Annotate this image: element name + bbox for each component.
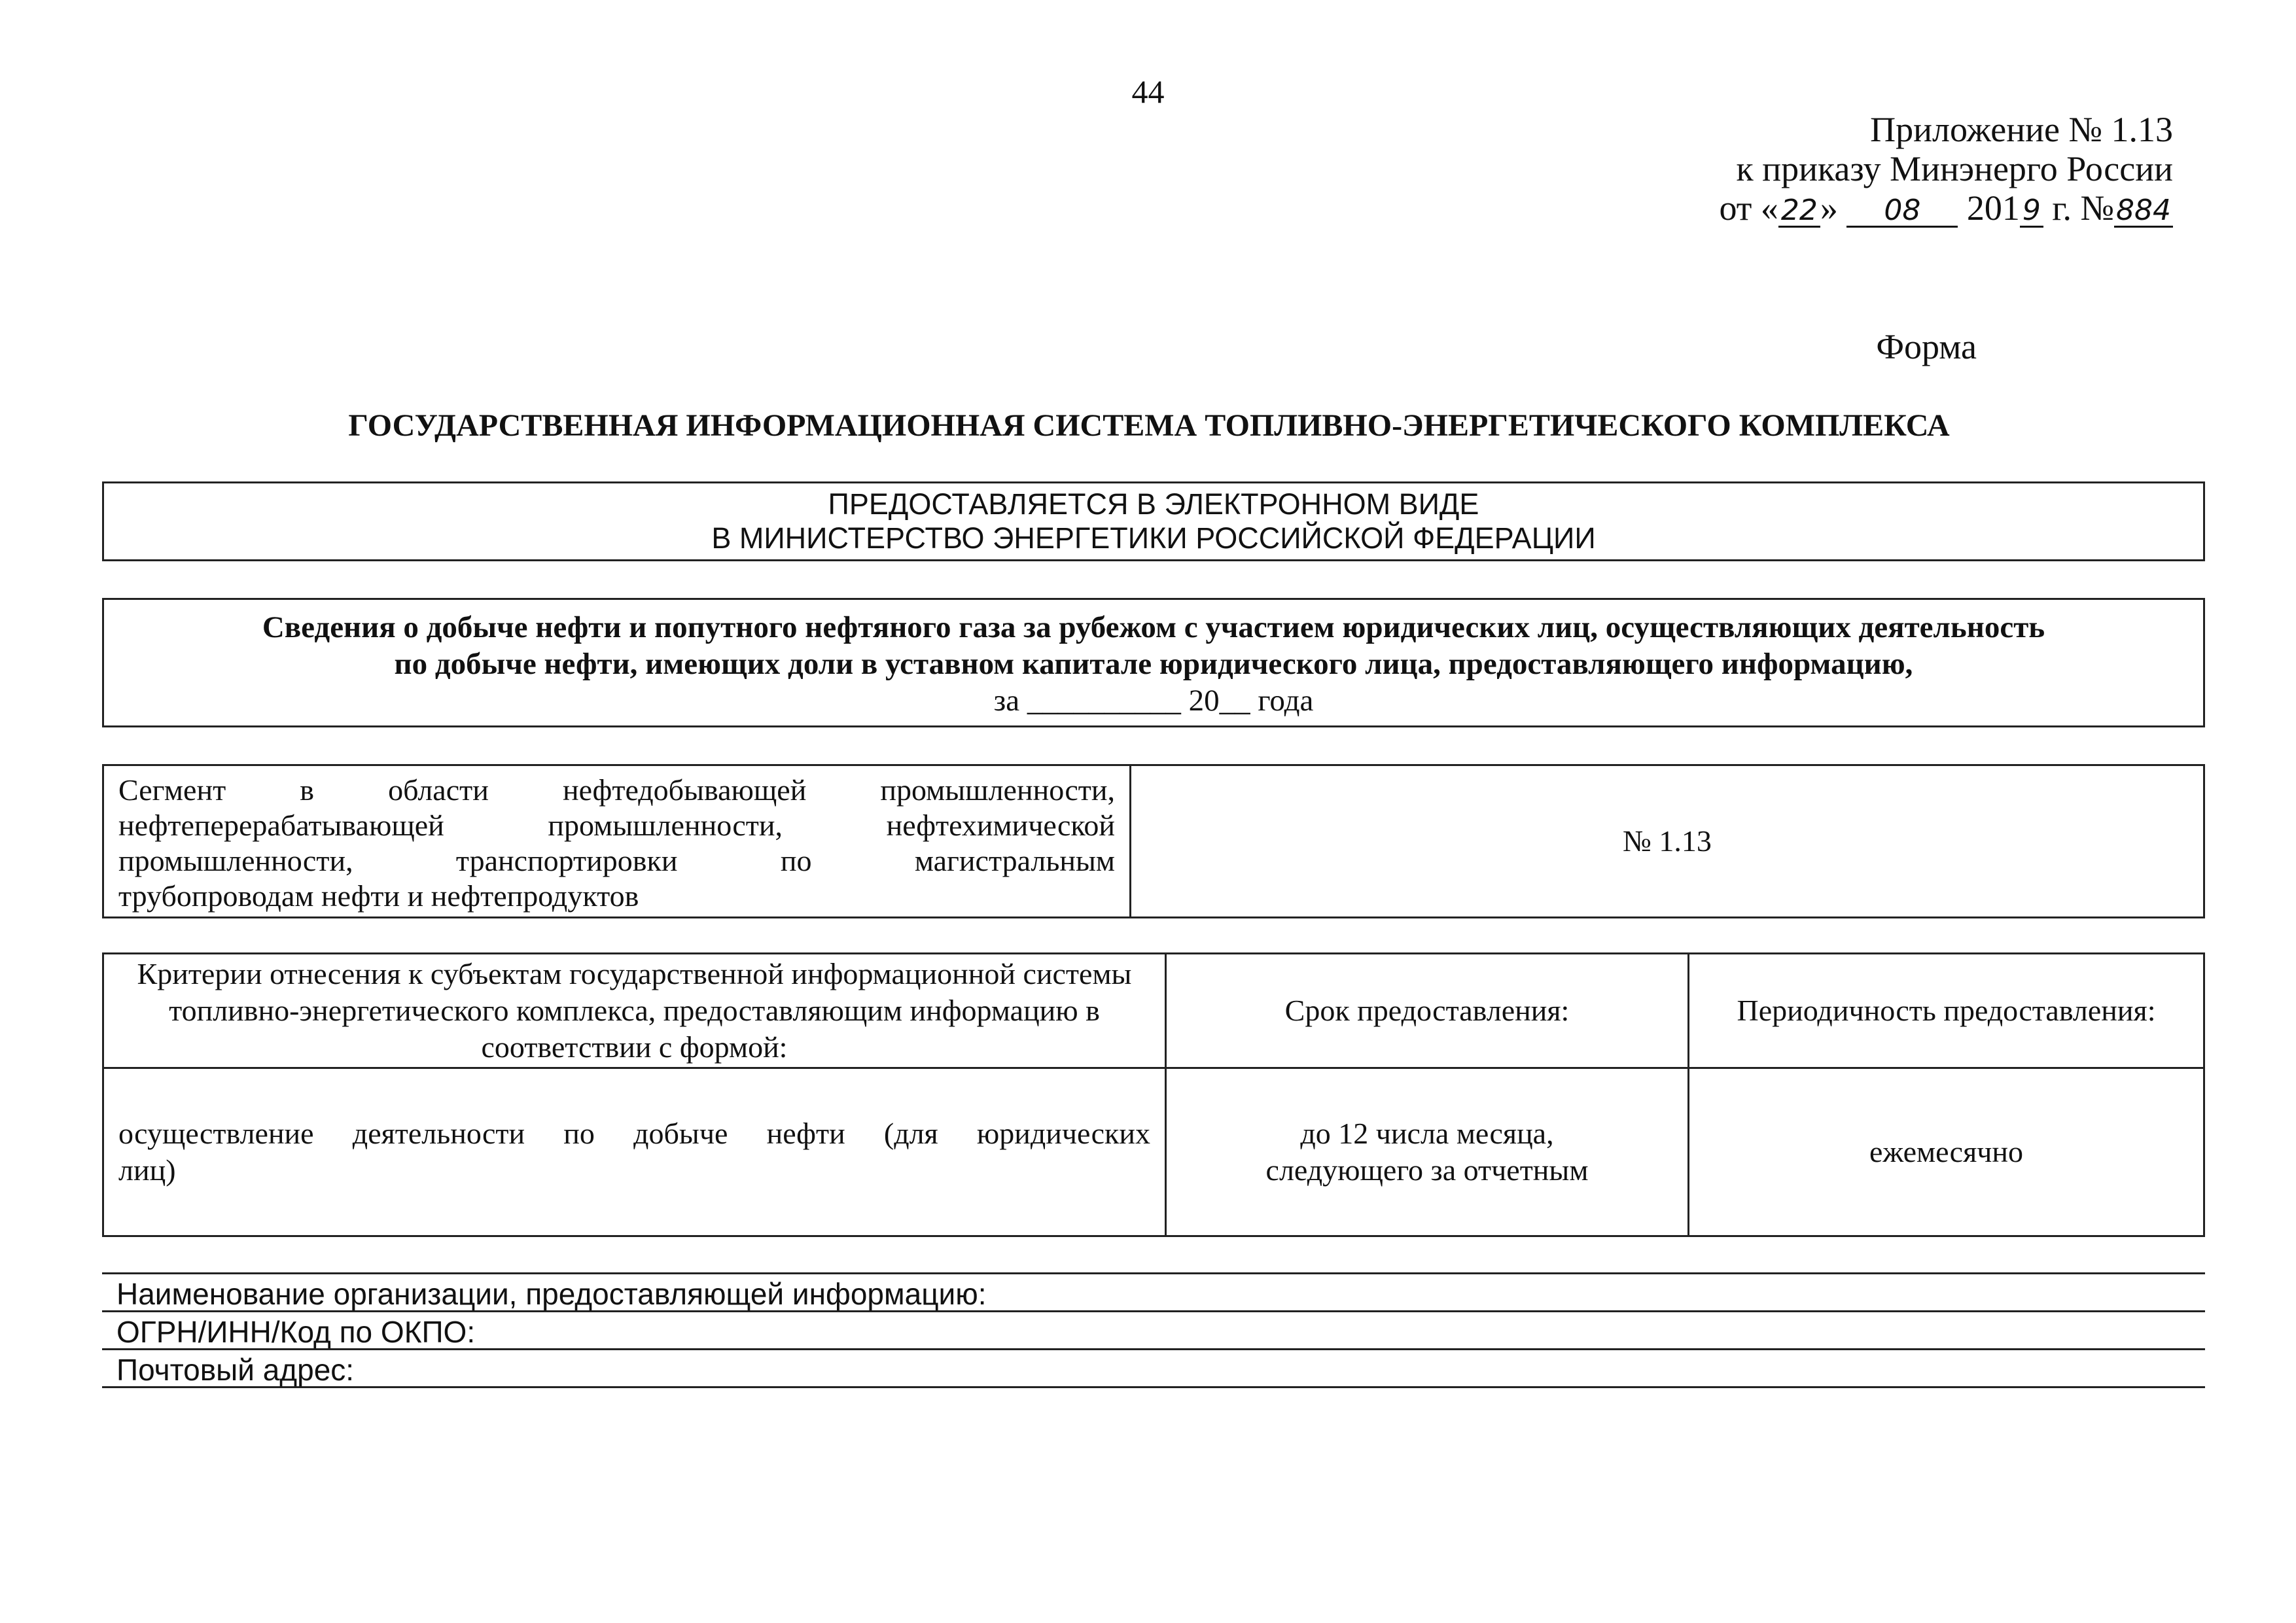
deadline-line-1: до 12 числа месяца, xyxy=(1300,1117,1554,1150)
handwritten-year-digit: 9 xyxy=(2020,196,2043,228)
table-row xyxy=(103,1068,2204,1236)
organization-info xyxy=(102,1272,2205,1388)
appendix-title: Приложение № 1.13 xyxy=(1870,110,2173,149)
criterion-text: осуществление деятельности по добыче нефти (для юридических xyxy=(118,1117,1150,1150)
table-header-row xyxy=(103,954,2204,1068)
main-title: ГОСУДАРСТВЕННАЯ ИНФОРМАЦИОННАЯ СИСТЕМА ТОПЛИВНО-ЭНЕРГЕТИЧЕСКОГО КОМПЛЕКСА xyxy=(348,408,1950,443)
form-number: № 1.13 xyxy=(1623,824,1712,858)
form-number-cell xyxy=(1131,765,2204,918)
report-title-line-2: по добыче нефти, имеющих доли в уставном капитале юридического лица, предоставляющего информацию, xyxy=(394,647,1913,681)
criterion-text-last-line: лиц) xyxy=(118,1153,176,1187)
date-prefix: от « xyxy=(1719,188,1778,228)
handwritten-order-number: 884 xyxy=(2114,196,2173,228)
appendix-order-ref: к приказу Минэнерго России xyxy=(1736,149,2173,188)
appendix-date-line xyxy=(1720,188,2173,228)
segment-table xyxy=(102,764,2205,918)
form-label: Форма xyxy=(1876,327,1977,366)
handwritten-day: 22 xyxy=(1778,196,1820,228)
page-number: 44 xyxy=(1131,73,1165,110)
appendix-header xyxy=(1720,110,2173,228)
handwritten-month: 08 xyxy=(1846,196,1958,228)
header-criteria: Критерии отнесения к субъектам государственной информационной системы топливно-энергетического комплекса, предоставляющим информацию в соответствии с формой: xyxy=(103,954,1166,1068)
date-mid: » xyxy=(1820,188,1838,228)
report-title-box xyxy=(102,598,2205,727)
criterion-cell xyxy=(103,1068,1166,1236)
deadline-cell xyxy=(1166,1068,1689,1236)
deadline-line-2: следующего за отчетным xyxy=(1265,1153,1589,1187)
postal-address-field: Почтовый адрес: xyxy=(102,1350,2205,1388)
header-deadline: Срок предоставления: xyxy=(1166,954,1689,1068)
header-periodicity: Периодичность предоставления: xyxy=(1689,954,2204,1068)
ogrn-inn-okpo-field: ОГРН/ИНН/Код по ОКПО: xyxy=(102,1312,2205,1350)
organization-name-field: Наименование организации, предоставляющей информацию: xyxy=(102,1274,2205,1312)
submission-line-1: ПРЕДОСТАВЛЯЕТСЯ В ЭЛЕКТРОННОМ ВИДЕ xyxy=(828,487,1479,521)
number-prefix: г. № xyxy=(2043,188,2114,228)
segment-description-last-line: трубопроводам нефти и нефтепродуктов xyxy=(118,879,639,913)
segment-description-cell xyxy=(103,765,1131,918)
submission-box xyxy=(102,481,2205,561)
report-title-line-1: Сведения о добыче нефти и попутного нефтяного газа за рубежом с участием юридических лиц, осуществляющих деятельность xyxy=(262,610,2045,644)
submission-line-2: В МИНИСТЕРСТВО ЭНЕРГЕТИКИ РОССИЙСКОЙ ФЕДЕРАЦИИ xyxy=(711,521,1596,555)
periodicity-cell: ежемесячно xyxy=(1689,1068,2204,1236)
year-prefix: 201 xyxy=(1966,188,2020,228)
report-period-line: за __________ 20__ года xyxy=(993,684,1314,718)
segment-description: Сегмент в области нефтедобывающей промышленности, нефтеперерабатывающей промышленности, нефтехимической промышленности, транспортировки по магистральным xyxy=(118,773,1115,877)
criteria-table xyxy=(102,952,2205,1237)
